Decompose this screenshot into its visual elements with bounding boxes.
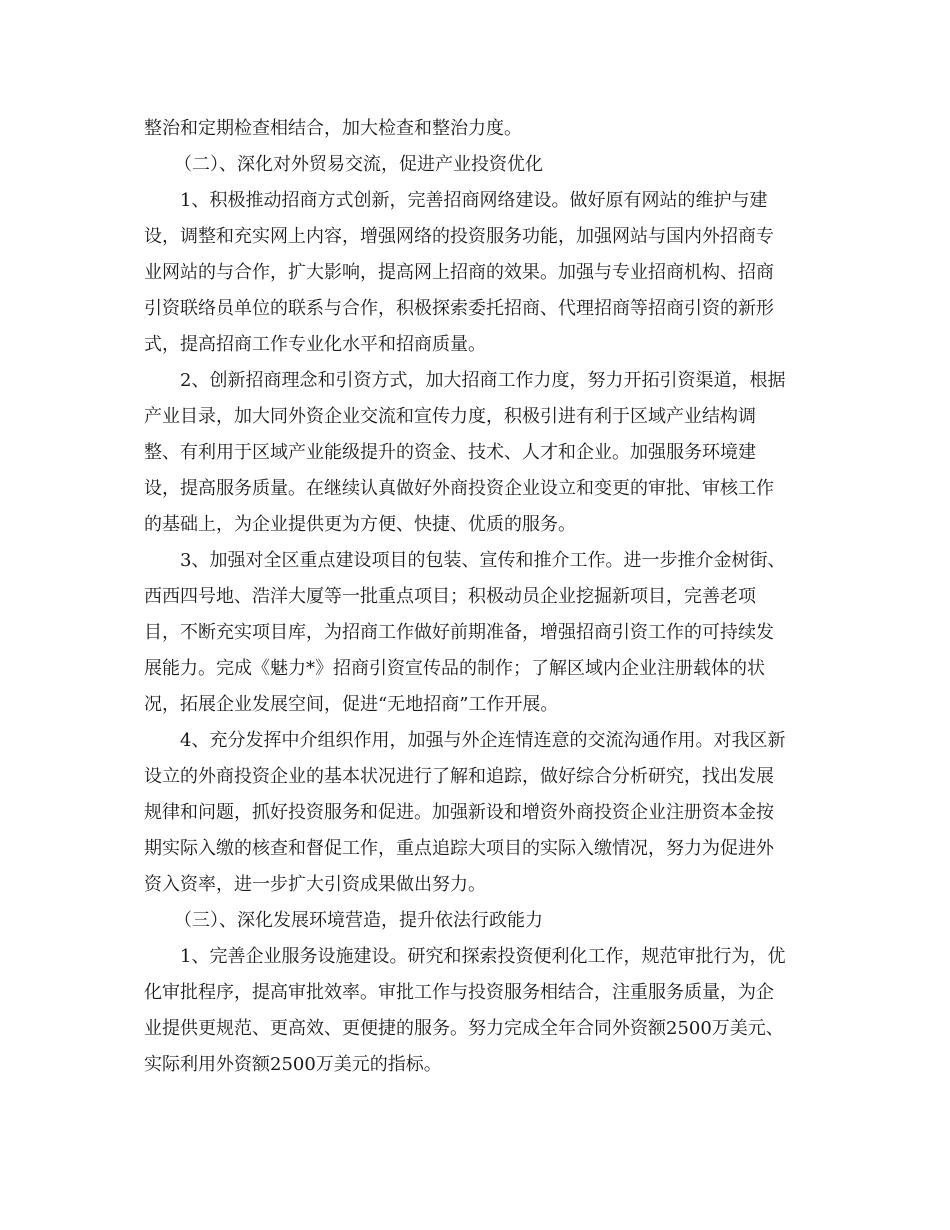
text-line: 西西四号地、浩洋大厦等一批重点项目；积极动员企业挖掘新项目，完善老项 <box>144 586 756 607</box>
text-line: 实际利用外资额2500万美元的指标。 <box>144 1054 442 1075</box>
text-line: 设，提高服务质量。在继续认真做好外商投资企业设立和变更的审批、审核工作 <box>144 478 774 499</box>
paragraph-first-line: 1、积极推动招商方式创新，完善招商网络建设。做好原有网站的维护与建 <box>180 190 768 211</box>
text-line: 展能力。完成《魅力*》招商引资宣传品的制作；了解区域内企业注册载体的状 <box>144 658 765 679</box>
text-line: 业网站的与合作，扩大影响，提高网上招商的效果。加强与专业招商机构、招商 <box>144 262 774 283</box>
text-line: 设立的外商投资企业的基本状况进行了解和追踪，做好综合分析研究，找出发展 <box>144 766 774 787</box>
text-line: 式，提高招商工作专业化水平和招商质量。 <box>144 334 486 355</box>
text-line: 况，拓展企业发展空间，促进“无地招商”工作开展。 <box>144 694 559 715</box>
text-line: 期实际入缴的核查和督促工作，重点追踪大项目的实际入缴情况，努力为促进外 <box>144 838 774 859</box>
text-line: 目，不断充实项目库，为招商工作做好前期准备，增强招商引资工作的可持续发 <box>144 622 774 643</box>
paragraph-first-line: 2、创新招商理念和引资方式，加大招商工作力度，努力开拓引资渠道，根据 <box>180 370 786 391</box>
paragraph-first-line: 4、充分发挥中介组织作用，加强与外企连情连意的交流沟通作用。对我区新 <box>180 730 786 751</box>
text-line: 产业目录，加大同外资企业交流和宣传力度，积极引进有利于区域产业结构调 <box>144 406 756 427</box>
text-line: 资入资率，进一步扩大引资成果做出努力。 <box>144 874 486 895</box>
text-line: 化审批程序，提高审批效率。审批工作与投资服务相结合，注重服务质量，为企 <box>144 982 774 1003</box>
text-line: 整、有利用于区域产业能级提升的资金、技术、人才和企业。加强服务环境建 <box>144 442 756 463</box>
text-line: 规律和问题，抓好投资服务和促进。加强新设和增资外商投资企业注册资本金按 <box>144 802 774 823</box>
text-line: 引资联络员单位的联系与合作，积极探索委托招商、代理招商等招商引资的新形 <box>144 298 774 319</box>
section-heading: （二）、深化对外贸易交流，促进产业投资优化 <box>174 154 543 175</box>
text-line: 业提供更规范、更高效、更便捷的服务。努力完成全年合同外资额2500万美元、 <box>144 1018 784 1039</box>
text-line: 的基础上，为企业提供更为方便、快捷、优质的服务。 <box>144 514 576 535</box>
section-heading: （三）、深化发展环境营造，提升依法行政能力 <box>174 910 543 931</box>
text-line: 整治和定期检查相结合，加大检查和整治力度。 <box>144 118 522 139</box>
paragraph-first-line: 1、完善企业服务设施建设。研究和探索投资便利化工作，规范审批行为，优 <box>180 946 786 967</box>
paragraph-first-line: 3、加强对全区重点建设项目的包装、宣传和推介工作。进一步推介金树街、 <box>180 550 786 571</box>
text-line: 设，调整和充实网上内容，增强网络的投资服务功能，加强网站与国内外招商专 <box>144 226 774 247</box>
